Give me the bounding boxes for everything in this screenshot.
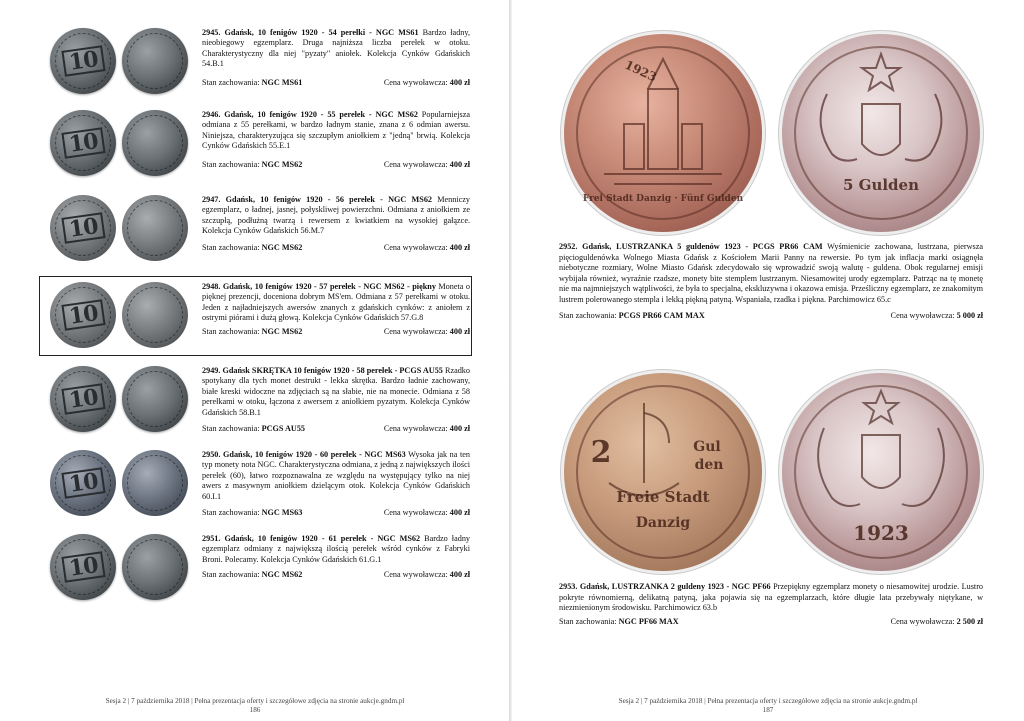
coin-photos — [50, 110, 190, 180]
coin-reverse-image — [122, 534, 188, 600]
coin-obverse-image: 10 — [50, 28, 116, 94]
two-gulden-reverse-image — [782, 373, 980, 571]
coat-of-arms-lions-icon — [782, 34, 980, 232]
lot-meta: Stan zachowania: NGC MS62 Cena wywoławcza: 400 zł — [202, 243, 470, 252]
coin-reverse-image — [122, 110, 188, 176]
lot-meta: Stan zachowania: NGC MS62 Cena wywoławcza: 400 zł — [202, 160, 470, 169]
lot-meta: Stan zachowania: NGC MS62 Cena wywoławcza: 400 zł — [202, 570, 470, 579]
coin-reverse-image — [122, 28, 188, 94]
footer-text: Sesja 2 | 7 października 2018 | Pełna prezentacja oferty i szczegółowe zdjęcia na stronie aukcje.gndm.pl — [618, 697, 918, 705]
five-gulden-obverse-image — [564, 34, 762, 232]
lot-meta: Stan zachowania: PCGS AU55 Cena wywoławcza: 400 zł — [202, 424, 470, 433]
coin-obverse-image: 10 — [50, 534, 116, 600]
lot-meta: Stan zachowania: NGC MS61 Cena wywoławcza: 400 zł — [202, 78, 470, 87]
lot-description: 2953. Gdańsk, LUSTRZANKA 2 guldeny 1923 - NGC PF66 Przepiękny egzemplarz monety o niesamowitej urodzie. Lustro pokryte równomierną, delikatną patyną, jaka pojawia się na egzemplarzach, które długie lata przebywały niętykane, w niezmienionym środowisku. Parchimowicz 63.b — [559, 582, 984, 613]
coin-reverse-image — [122, 366, 188, 432]
coin-photos — [50, 282, 190, 352]
lot-description: 2945. Gdańsk, 10 fenigów 1920 - 54 perełki - NGC MS61 Bardzo ładny, nieobiegowy egzemplarz. Druga najniższa liczba perełek w otoku. Charakterystyczny dla niej "pyzaty" aniołek. Kolekcja Cynków Gdańskich 54.B.1 — [202, 28, 470, 69]
coin-gul-text: Gul — [693, 439, 721, 455]
coin-obverse-image: 10 — [50, 450, 116, 516]
coin-legend-text: Frei Stadt Danzig · Fünf Gulden — [582, 194, 744, 204]
page-footer — [0, 697, 510, 715]
coin-freie-stadt-text: Freie Stadt — [616, 488, 710, 506]
coin-reverse-image — [122, 450, 188, 516]
coin-year-text: 1923 — [853, 521, 909, 545]
page-footer — [512, 697, 1024, 715]
coin-value-text: 2 — [590, 435, 612, 470]
five-gulden-reverse-image — [782, 34, 980, 232]
lot-meta: Stan zachowania: NGC PF66 MAX Cena wywoławcza: 2 500 zł — [559, 617, 983, 626]
lot-description: 2950. Gdańsk, 10 fenigów 1920 - 60 perełek - NGC MS63 Wysoka jak na ten typ monety nota NGC. Charakterystyczna odmiana, z jedną z największych ilości perełek (60), łatwo rozpoznawalna ze względu na występujący tylko na niej awers z masywnym aniołkiem dzielącym otok. Kolekcja Cynków Gdańskich 60.I.1 — [202, 450, 471, 501]
lot-description: 2952. Gdańsk, LUSTRZANKA 5 guldenów 1923 - PCGS PR66 CAM Wyśmienicie zachowana, lustrzana, pierwsza pięcioguldenówka Wolnego Miasta Gdańsk z Kościołem Marii Panny na rewersie. Po tym jak inflacja marki osiągnęła niebotyczne rozmiary, Wolne Miasto Gdańsk zdecydowało się wprowadzić swoją walutę - guldena. Obok regularnej emisji wybijała również, wyraźnie rzadsze, monety bite stemplem lustrzanym. Niesamowitej urody egzemplarz. Patrząc na tę monetę nie ma najmniejszych wątpliwości, że była to specjalna, ekskluzywna i okazowa emisja. Prześliczny egzemplarz, ze znakomitym lustrem polerowanego stempla i lekką piękną patyną. Wspaniała, rzadka i piękna. Parchimowicz 65.c — [559, 242, 983, 304]
coin-photos — [50, 534, 190, 604]
lot-meta: Stan zachowania: NGC MS63 Cena wywoławcza: 400 zł — [202, 508, 470, 517]
coin-year-text: 1923 — [622, 57, 659, 85]
lot-description: 2948. Gdańsk, 10 fenigów 1920 - 57 perełek - NGC MS62 - piękny Moneta o pięknej prezencji, doceniona dobrym MS'em. Odmiana z 57 perełkami w otoku. Jeden z najładniejszych awersów znanych z gdańskich cynków: z aniołem z ostrymi piórami i dużą głową. Kolekcja Cynków Gdańskich 57.G.8 — [202, 282, 470, 323]
coin-reverse-image — [122, 195, 188, 261]
coin-photos — [50, 195, 190, 265]
coin-photos — [50, 366, 190, 436]
coin-photos — [50, 28, 190, 98]
coin-den-text: den — [694, 457, 724, 473]
left-page — [0, 0, 510, 721]
two-gulden-obverse-image — [564, 373, 762, 571]
coin-obverse-image: 10 — [50, 195, 116, 261]
footer-text: Sesja 2 | 7 października 2018 | Pełna prezentacja oferty i szczegółowe zdjęcia na stronie aukcje.gndm.pl — [105, 697, 405, 705]
right-page — [512, 0, 1024, 721]
lot-description: 2947. Gdańsk, 10 fenigów 1920 - 56 perełek - NGC MS62 Menniczy egzemplarz, o ładnej, jasnej, połyskliwej powierzchni. Odmiana z aniołkiem ze szczupłą, podłużną twarzą i rewersem z kwiatkiem na wysokiej gałązce. Kolekcja Cynków Gdańskich 56.M.7 — [202, 195, 471, 236]
coin-photos — [50, 450, 190, 520]
coin-obverse-image: 10 — [50, 110, 116, 176]
coin-reverse-image — [122, 282, 188, 348]
lot-description: 2949. Gdańsk SKRĘTKA 10 fenigów 1920 - 58 perełek - PCGS AU55 Rzadko spotykany dla tych monet destrukt - lekka skrętka. Bardzo ładnie zachowany, białe kreski widoczne na zdjęciach są na słabie, nie na monecie. Odmiana z 58 perełkami w otoku, łączona z awersem z aniołkiem pyzatym. Kolekcja Cynków Gdańskich 58.B.1 — [202, 366, 470, 417]
page-number: 186 — [249, 706, 261, 714]
coin-danzig-text: Danzig — [635, 515, 691, 531]
lot-meta: Stan zachowania: NGC MS62 Cena wywoławcza: 400 zł — [202, 327, 470, 336]
coin-obverse-image: 10 — [50, 366, 116, 432]
page-number: 187 — [762, 706, 774, 714]
coin-denomination-text: 5 Gulden — [842, 176, 919, 194]
lot-meta: Stan zachowania: PCGS PR66 CAM MAX Cena wywoławcza: 5 000 zł — [559, 311, 983, 320]
lot-description: 2951. Gdańsk, 10 fenigów 1920 - 61 perełek - NGC MS62 Bardzo ładny egzemplarz odmiany z największą ilością perełek wśród cynków z Fabryki Broni. Polecamy. Kolekcja Cynków Gdańskich 61.G.1 — [202, 534, 471, 564]
coin-obverse-image: 10 — [50, 282, 116, 348]
lot-description: 2946. Gdańsk, 10 fenigów 1920 - 55 perełek - NGC MS62 Popularniejsza odmiana z 55 perełkami, w bardzo ładnym stanie, znana z 6 odmian awersu. Niniejsza, charakteryzująca się szczupłym aniołkiem z "jedną" brwią. Kolekcja Cynków Gdańskich 55.E.1 — [202, 110, 471, 151]
